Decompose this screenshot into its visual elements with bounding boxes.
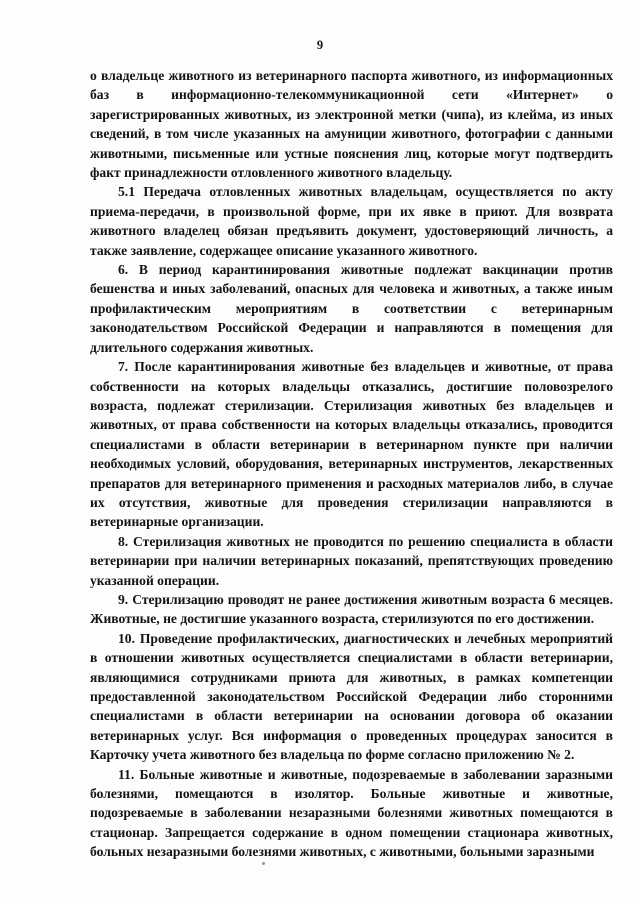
paragraph-continuation: о владельце животного из ветеринарного паспорта животного, из информационных баз в информационно-телекоммуникационной сети «Интернет» о зарегистрированных животных, из электронной метки (чипа), из клейма, из иных сведений, в том числе указанных на амуниции животного, фотографии с данными животными, письменные или устные пояснения лиц, которые могут подтвердить факт принадлежности отловленного животного владельцу. (90, 68, 613, 181)
page-number: 9 (316, 38, 324, 52)
paragraph-6: 6. В период карантинирования животные подлежат вакцинации против бешенства и иных заболеваний, опасных для человека и животных, а также иным профилактическим мероприятиям в соответствии с ветеринарным законодательством Российской Федерации и направляются в помещения для длительного содержания животных. (90, 262, 613, 355)
paragraph-5-1: 5.1 Передача отловленных животных владельцам, осуществляется по акту приема-передачи, в произвольной форме, при их явке в приют. Для возврата животного владелец обязан предъявить документ, удостоверяющий личность, а также заявление, содержащее описание указанного животного. (90, 184, 613, 258)
paragraph-10: 10. Проведение профилактических, диагностических и лечебных мероприятий в отношении животных осуществляется специалистами в области ветеринарии, являющимися сотрудниками приюта для животных, в рамках компетенции предоставленной законодательством Российской Федерации либо сторонними специалистами в области ветеринарии на основании договора об оказании ветеринарных услуг. Вся информация о проведенных процедурах заносится в Карточку учета животного без владельца по форме согласно приложению № 2. (90, 630, 613, 763)
scan-dot (262, 862, 265, 865)
paragraph-7: 7. После карантинирования животные без владельцев и животные, от права собственности на которых владельцы отказались, достигшие половозрелого возраста, подлежат стерилизации. Стерилизация животных без владельцев и животных, от права собственности на которых владельцы отказались, проводится специалистами в области ветеринарии в ветеринарном пункте при наличии необходимых условий, оборудования, ветеринарных инструментов, лекарственных препаратов для ветеринарного применения и расходных материалов либо, в случае их отсутствия, животные для проведения стерилизации направляются в ветеринарные организации. (90, 359, 613, 530)
paragraph-9: 9. Стерилизацию проводят не ранее достижения животным возраста 6 месяцев. Животные, не достигшие указанного возраста, стерилизуются по его достижении. (90, 591, 613, 627)
paragraph-11: 11. Больные животные и животные, подозреваемые в заболевании заразными болезнями, помещаются в изолятор. Больные животные и животные, подозреваемые в заболевании незаразными болезнями животных помещаются в стационар. Запрещается содержание в одном помещении стационара животных, больных незаразными болезнями животных, с животными, больными заразными (90, 766, 613, 860)
paragraph-8: 8. Стерилизация животных не проводится по решению специалиста в области ветеринарии при наличии ветеринарных показаний, препятствующих проведению указанной операции. (90, 533, 613, 588)
document-body (90, 66, 613, 862)
